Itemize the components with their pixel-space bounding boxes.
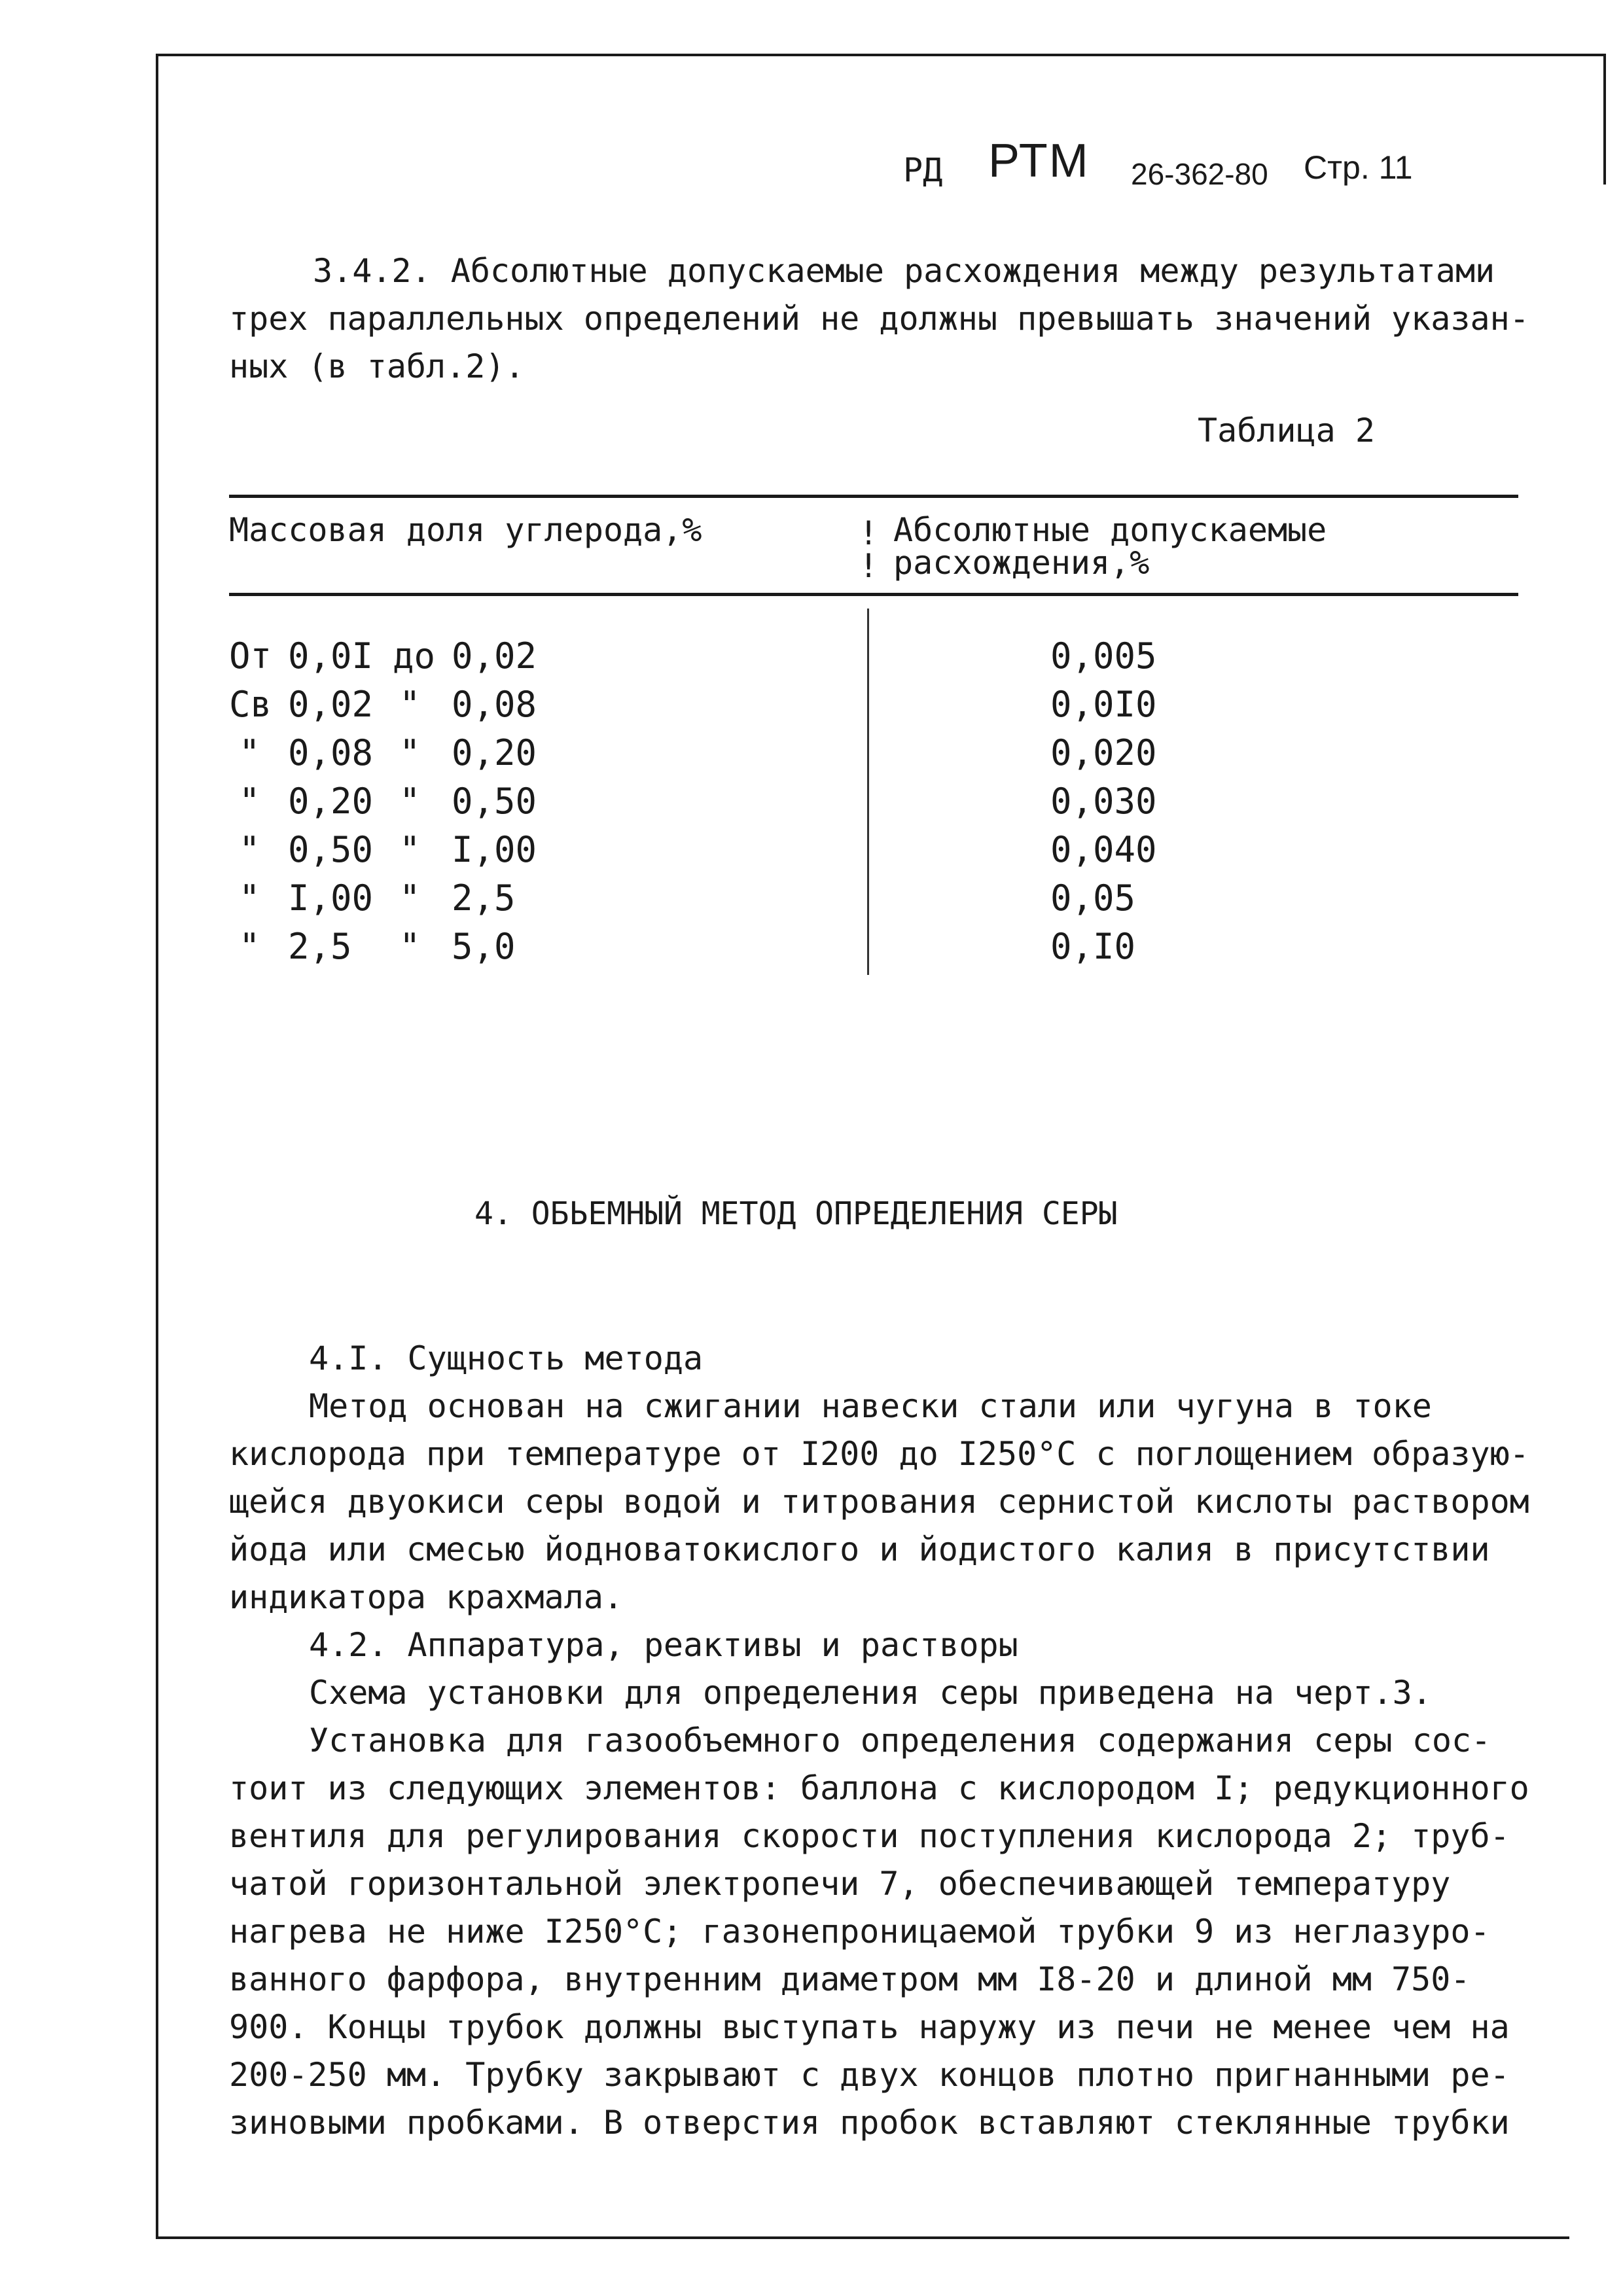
row-value: 0,0I0 xyxy=(1050,684,1157,725)
row-mid: " xyxy=(399,781,421,822)
row-to: 5,0 xyxy=(452,926,516,967)
section-4-line-14: ванного фарфора, внутренним диаметром мм I8-20 и длиной мм 750- xyxy=(229,1960,1471,1998)
row-mid: до xyxy=(393,635,436,677)
table-row xyxy=(0,826,1623,874)
row-to: 2,5 xyxy=(452,877,516,919)
row-value: 0,040 xyxy=(1050,829,1157,870)
table-caption: Таблица 2 xyxy=(1198,412,1375,450)
row-mid: " xyxy=(399,877,421,919)
row-prefix: От xyxy=(229,635,272,677)
row-mid: " xyxy=(399,684,421,725)
row-to: 0,50 xyxy=(452,781,537,822)
table-top-rule xyxy=(229,495,1518,498)
table-header-separator-1: ! xyxy=(859,514,879,552)
header-rtm: РТМ xyxy=(988,135,1090,187)
table-col2-header-line-1: Абсолютные допускаемые xyxy=(893,511,1327,549)
section-4-line-15: 900. Концы трубок должны выступать наружу из печи не менее чем на xyxy=(229,2008,1510,2046)
row-to: 0,20 xyxy=(452,732,537,773)
row-from: 0,02 xyxy=(288,684,374,725)
table-col1-header: Массовая доля углерода,% xyxy=(229,511,702,549)
page-frame-bottom-border xyxy=(156,2236,1569,2239)
section-4-title: 4. ОБЬЕМНЫЙ МЕТОД ОПРЕДЕЛЕНИЯ СЕРЫ xyxy=(474,1195,1118,1232)
section-4-line-12: чатой горизонтальной электропечи 7, обеспечивающей температуру xyxy=(229,1865,1451,1903)
row-prefix: " xyxy=(239,877,260,919)
section-4-line-5: йода или смесью йодноватокислого и йодистого калия в присутствии xyxy=(229,1530,1490,1568)
section-4-line-3: кислорода при температуре от I200 до I250°С с поглощением образую- xyxy=(229,1435,1529,1473)
section-4-line-8: Схема установки для определения серы приведена на черт.3. xyxy=(309,1674,1432,1712)
row-from: 2,5 xyxy=(288,926,352,967)
row-to: I,00 xyxy=(452,829,537,870)
row-from: 0,20 xyxy=(288,781,374,822)
table-row xyxy=(0,632,1623,680)
table-row xyxy=(0,874,1623,923)
section-4-line-13: нагрева не ниже I250°С; газонепроницаемой трубки 9 из неглазуро- xyxy=(229,1913,1490,1951)
header-rd: РД xyxy=(903,151,943,189)
row-to: 0,02 xyxy=(452,635,537,677)
section-4-line-9: Установка для газообъемного определения содержания серы сос- xyxy=(309,1722,1491,1759)
row-prefix: " xyxy=(239,926,260,967)
table-header-separator-2: ! xyxy=(859,547,879,585)
section-4-line-6: индикатора крахмала. xyxy=(229,1578,624,1616)
row-value: 0,05 xyxy=(1050,877,1136,919)
page-frame-top-border xyxy=(156,54,1605,56)
page-frame-left-border xyxy=(156,54,158,2239)
row-prefix: Св xyxy=(229,684,272,725)
table-row xyxy=(0,777,1623,826)
section-4-line-16: 200-250 мм. Трубку закрывают с двух концов плотно пригнанными ре- xyxy=(229,2056,1510,2094)
row-value: 0,020 xyxy=(1050,732,1157,773)
row-prefix: " xyxy=(239,781,260,822)
table-col2-header-line-2: расхождения,% xyxy=(893,544,1150,582)
para-3-4-2-line-1: 3.4.2. Абсолютные допускаемые расхождения между результатами xyxy=(313,252,1495,290)
row-mid: " xyxy=(399,829,421,870)
table-row xyxy=(0,729,1623,777)
row-from: I,00 xyxy=(288,877,374,919)
table-header-rule xyxy=(229,593,1518,596)
row-from: 0,0I xyxy=(288,635,374,677)
row-value: 0,I0 xyxy=(1050,926,1136,967)
row-value: 0,005 xyxy=(1050,635,1157,677)
row-from: 0,50 xyxy=(288,829,374,870)
table-row xyxy=(0,923,1623,971)
section-4-line-2: Метод основан на сжигании навески стали или чугуна в токе xyxy=(309,1387,1432,1425)
section-4-line-17: зиновыми пробками. В отверстия пробок вставляют стеклянные трубки xyxy=(229,2104,1510,2142)
row-mid: " xyxy=(399,926,421,967)
row-value: 0,030 xyxy=(1050,781,1157,822)
page-frame-right-border xyxy=(1603,54,1606,185)
header-page-label: Стр. 11 xyxy=(1304,149,1413,186)
section-4-line-10: тоит из следующих элементов: баллона с кислородом I; редукционного xyxy=(229,1769,1529,1807)
row-mid: " xyxy=(399,732,421,773)
page-header xyxy=(903,134,1492,193)
table-row xyxy=(0,680,1623,729)
header-doc-number: 26-362-80 xyxy=(1131,157,1268,191)
row-from: 0,08 xyxy=(288,732,374,773)
row-prefix: " xyxy=(239,732,260,773)
section-4-line-11: вентиля для регулирования скорости поступления кислорода 2; труб- xyxy=(229,1817,1510,1855)
para-3-4-2-line-3: ных (в табл.2). xyxy=(229,347,525,385)
section-4-line-4: щейся двуокиси серы водой и титрования сернистой кислоты раствором xyxy=(229,1483,1529,1521)
row-prefix: " xyxy=(239,829,260,870)
section-4-line-7: 4.2. Аппаратура, реактивы и растворы xyxy=(309,1626,1018,1664)
row-to: 0,08 xyxy=(452,684,537,725)
para-3-4-2-line-2: трех параллельных определений не должны превышать значений указан- xyxy=(229,300,1529,338)
section-4-line-1: 4.I. Сущность метода xyxy=(309,1339,704,1377)
